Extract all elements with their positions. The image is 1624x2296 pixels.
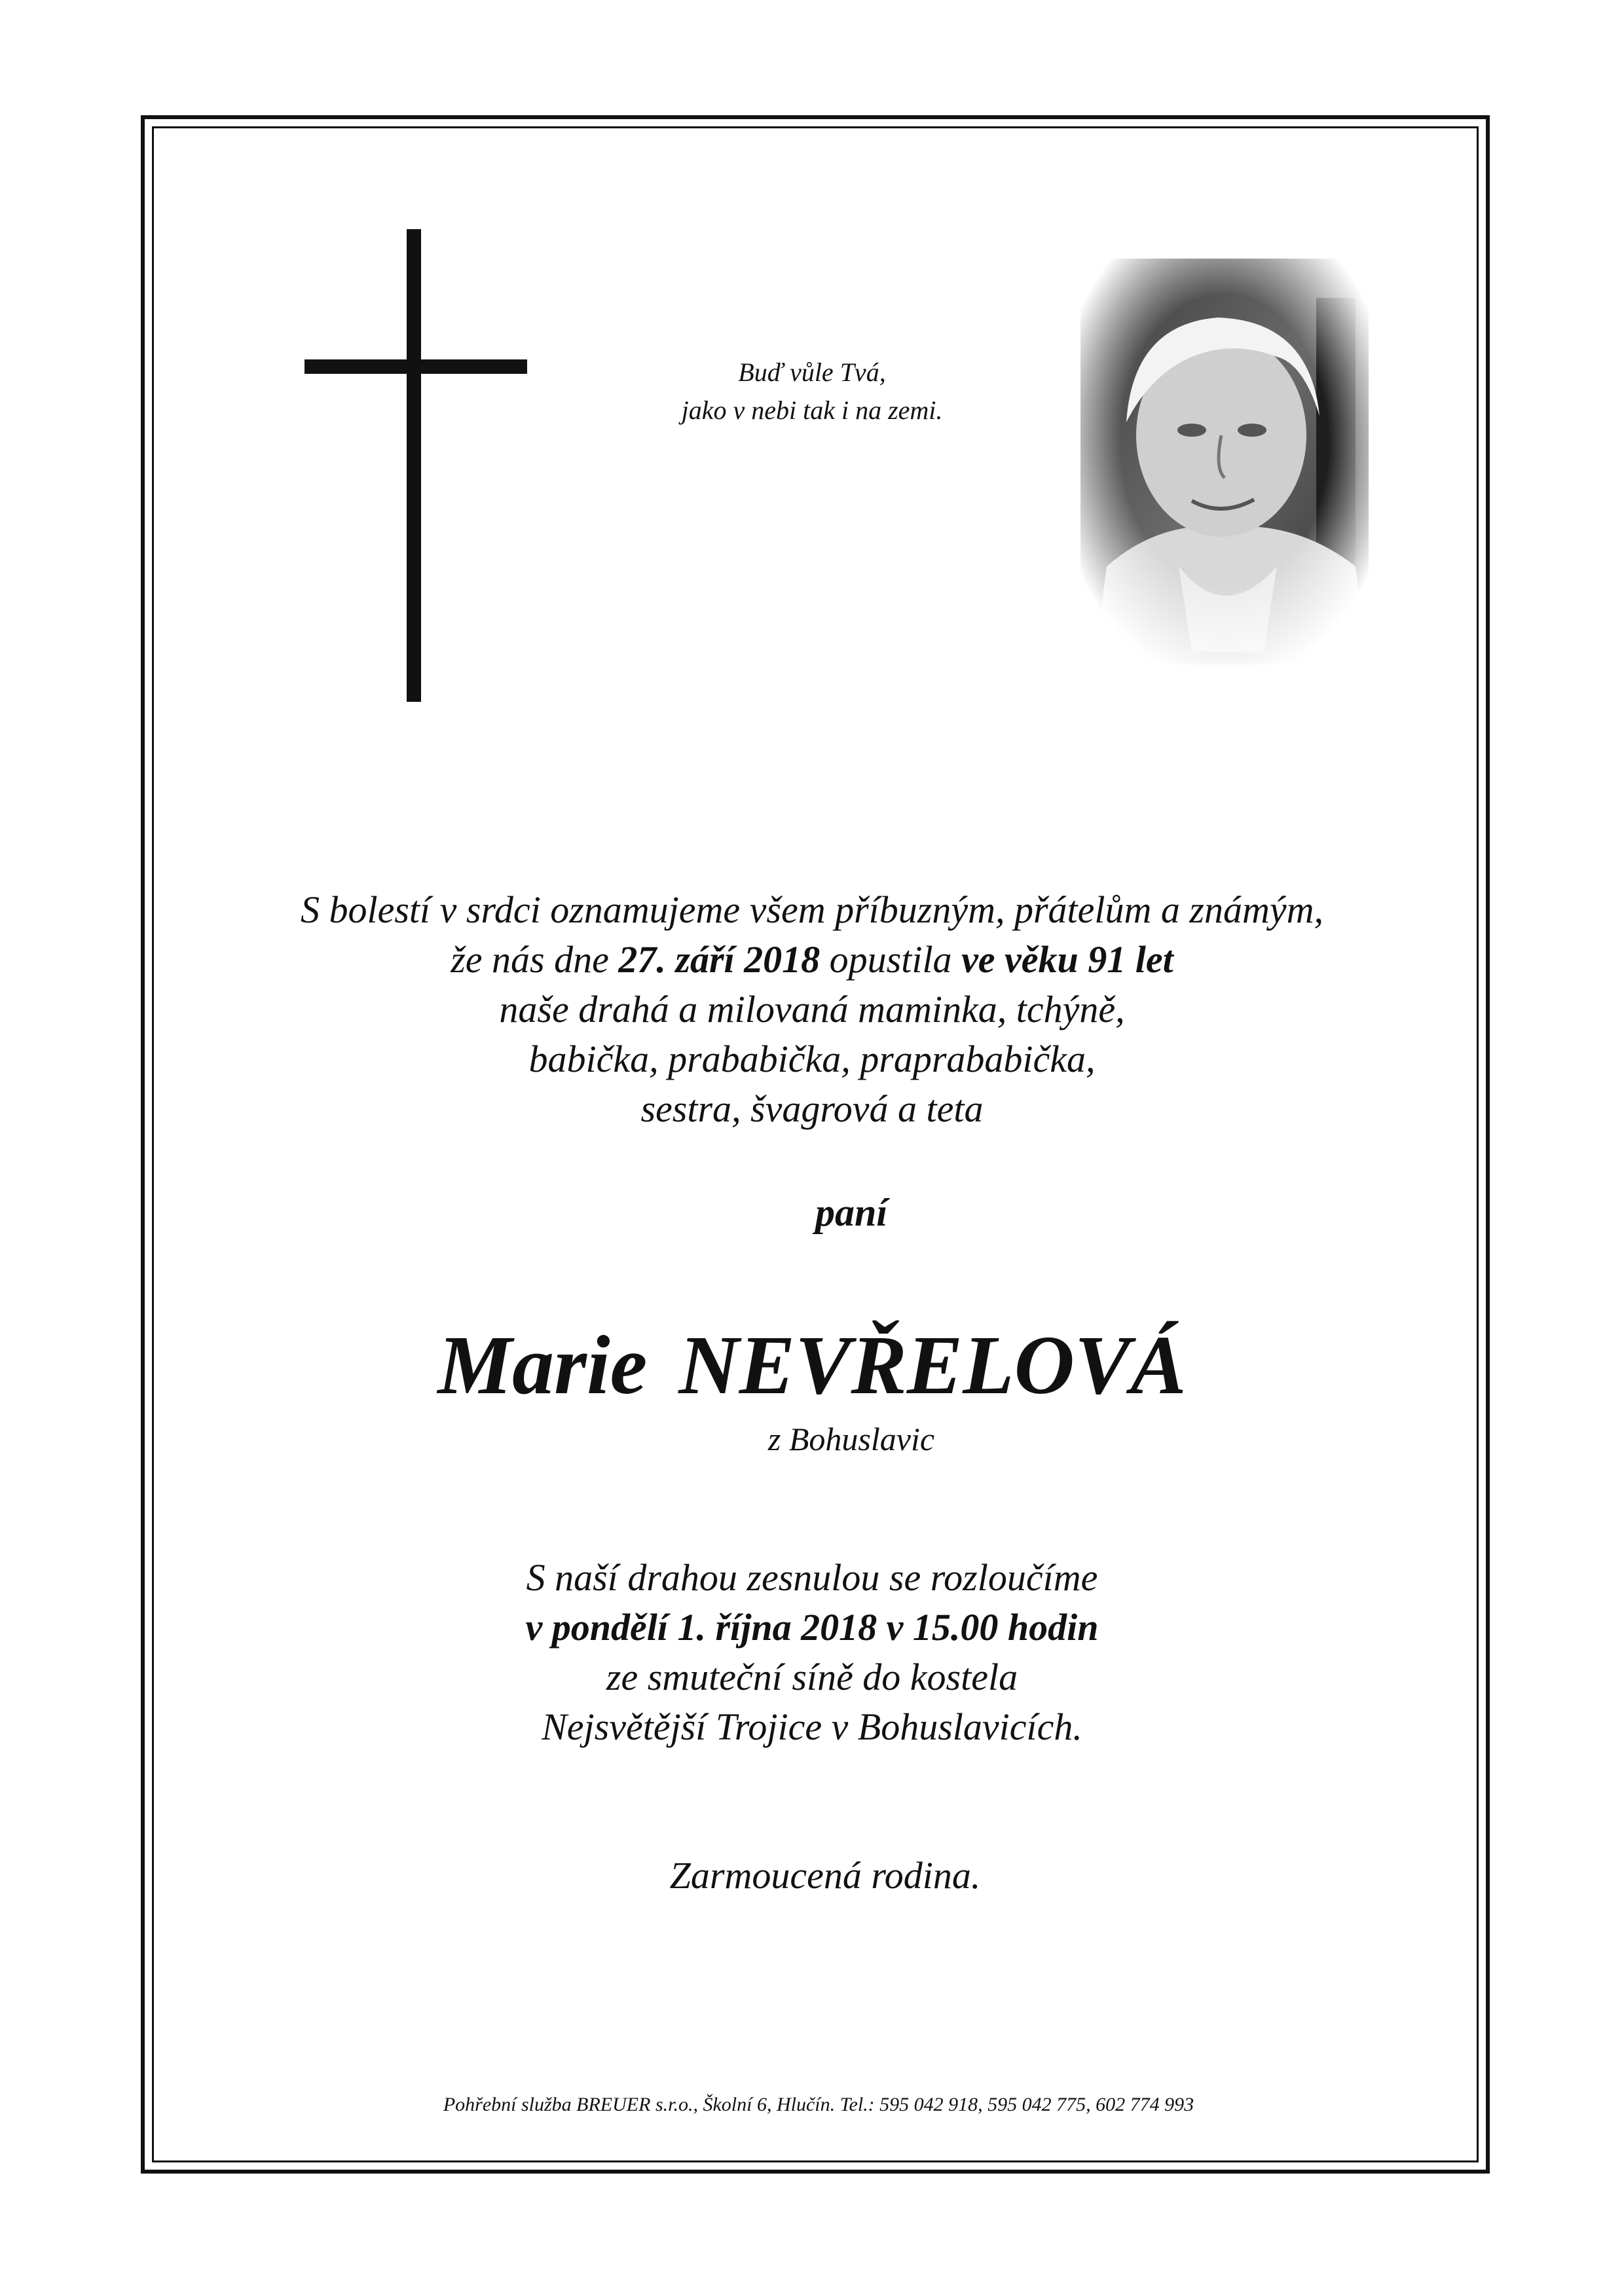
announcement-line-5: sestra, švagrová a teta [640,1087,984,1130]
farewell-line-3: ze smuteční síně do kostela [606,1656,1018,1698]
farewell-line-1: S naší drahou zesnulou se rozloučíme [526,1556,1098,1599]
honorific-title: paní [815,1191,888,1234]
first-name: Marie [437,1319,648,1412]
last-name: NEVŘELOVÁ [678,1319,1187,1412]
farewell-line-4: Nejsvětější Trojice v Bohuslavicích. [542,1705,1082,1748]
announcement-line-4: babička, prababička, praprababička, [528,1038,1096,1080]
announcement-line-2-middle: opustila [820,938,962,981]
announcement-line-2 [196,935,1428,985]
prayer-line-1: Buď vůle Tvá, [738,357,886,387]
announcement-line-1: S bolestí v srdci oznamujeme všem příbuzným, přátelům a známým, [300,888,1324,931]
funeral-details [262,1553,1362,1752]
death-announcement [196,885,1428,1134]
announcement-line-2-prefix: že nás dne [451,938,619,981]
date-of-death: 27. září 2018 [618,938,821,981]
hometown: z Bohuslavic [767,1421,935,1457]
announcement-line-3: naše drahá a milovaná maminka, tchýně, [499,988,1125,1030]
prayer-line-2: jako v nebi tak i na zemi. [681,395,943,425]
age-at-death: ve věku 91 let [961,938,1173,981]
portrait-photo [1080,259,1369,665]
funeral-date-time: v pondělí 1. října 2018 v 15.00 hodin [525,1606,1099,1649]
funeral-service-footer: Pohřební služba BREUER s.r.o., Školní 6, Hlučín. Tel.: 595 042 918, 595 042 775, 602 774 993 [443,2094,1194,2115]
family-signoff: Zarmoucená rodina. [669,1854,981,1897]
cross-icon-horizontal [304,359,527,374]
deceased-name [262,1316,1362,1414]
cross-icon-vertical [407,229,421,702]
prayer-quote [589,354,1035,429]
